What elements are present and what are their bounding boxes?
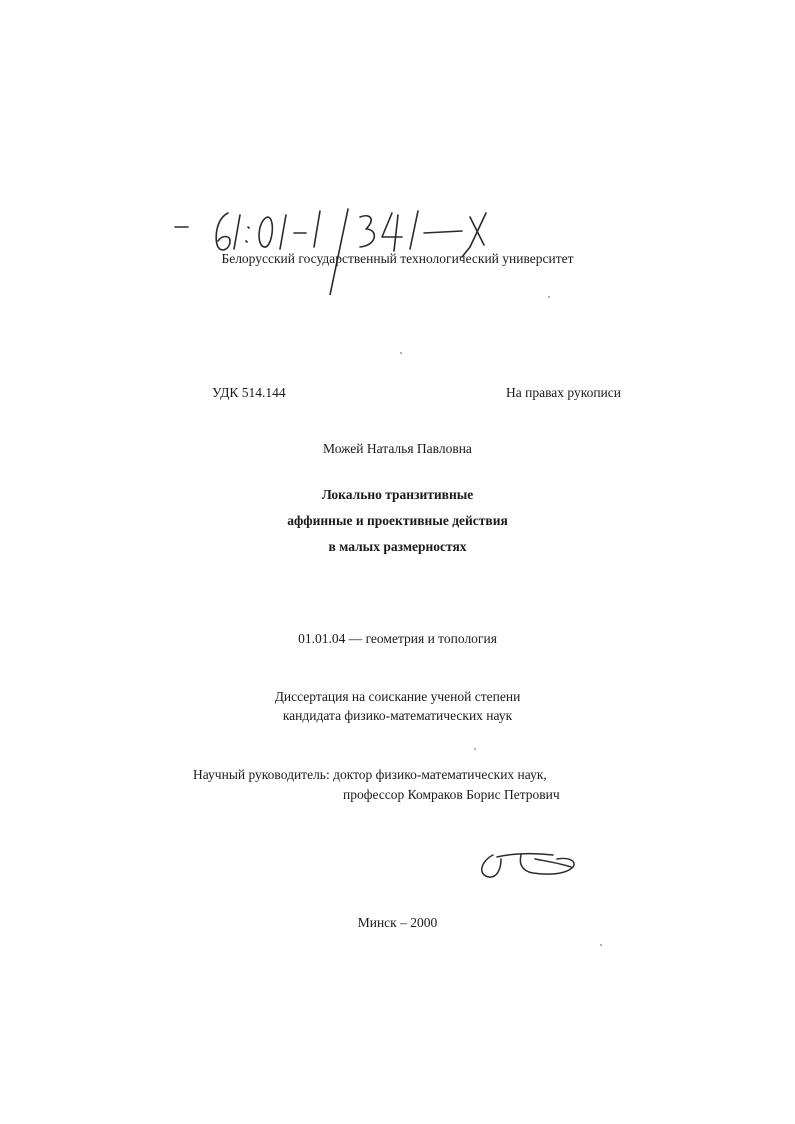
handwritten-signature bbox=[475, 845, 585, 885]
rights-notice: На правах рукописи bbox=[505, 385, 621, 400]
specialty-code: 01.01.04 — геометрия и топология bbox=[298, 631, 497, 646]
scan-speck bbox=[400, 352, 402, 354]
dissertation-line-2: кандидата физико-математических наук bbox=[282, 708, 513, 723]
scan-speck bbox=[474, 748, 476, 750]
scan-speck bbox=[600, 944, 602, 946]
title-line-1: Локально транзитивные bbox=[321, 487, 474, 502]
dissertation-line-1: Диссертация на соискание ученой степени bbox=[274, 689, 521, 704]
supervisor-line-2: профессор Комраков Борис Петрович bbox=[343, 787, 560, 802]
title-line-2: аффинные и проективные действия bbox=[287, 513, 508, 528]
university-name: Белорусский государственный технологический университет bbox=[221, 251, 574, 266]
city-year: Минск – 2000 bbox=[357, 915, 438, 930]
author-name: Можей Наталья Павловна bbox=[323, 441, 472, 456]
scan-speck bbox=[548, 296, 550, 298]
udk-code: УДК 514.144 bbox=[212, 385, 286, 400]
title-line-3: в малых размерностях bbox=[328, 539, 467, 554]
supervisor-line-1: Научный руководитель: доктор физико-математических наук, bbox=[193, 767, 547, 782]
